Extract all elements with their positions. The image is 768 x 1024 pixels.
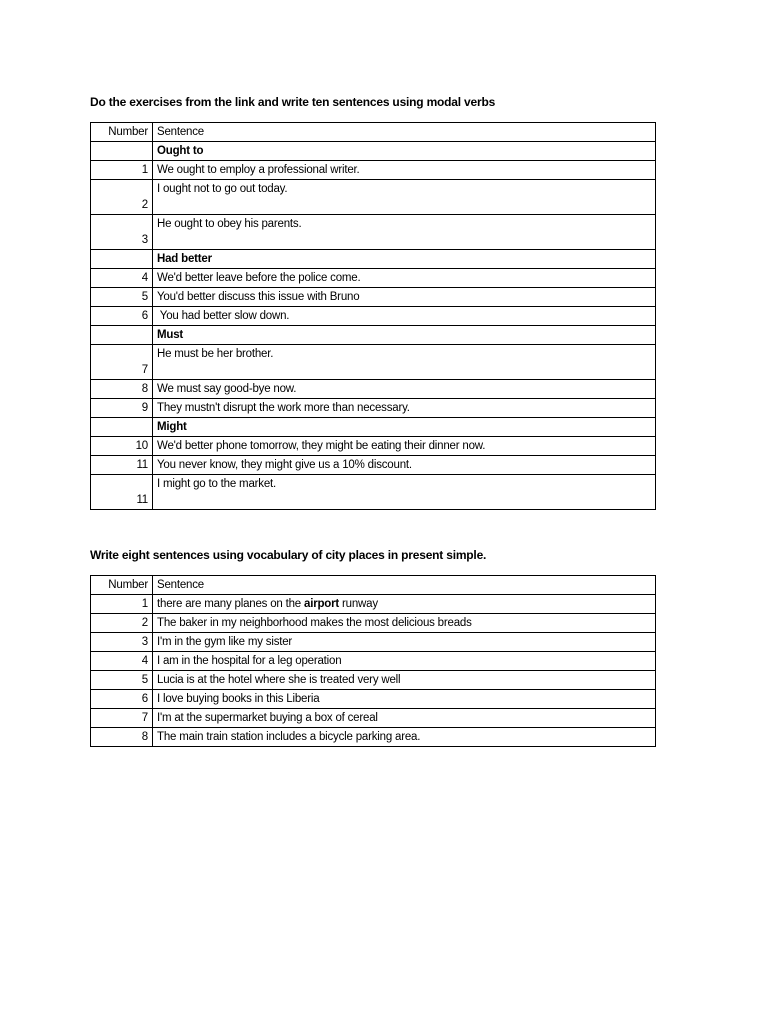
sentence-cell: We'd better leave before the police come. [153,269,656,288]
row-number: 1 [91,161,153,180]
sentence-cell: They mustn't disrupt the work more than necessary. [153,399,656,418]
table-row [91,215,656,250]
group-header-row [91,418,656,437]
group-header-row [91,326,656,345]
sentence-cell: Lucia is at the hotel where she is treated very well [153,671,656,690]
sentence-text: there are many planes on the [157,598,304,610]
sentence-cell: I'm in the gym like my sister [153,633,656,652]
table-row [91,728,656,747]
group-header-row [91,142,656,161]
table-row [91,456,656,475]
table-row [91,475,656,510]
sentence-cell: I'm at the supermarket buying a box of cereal [153,709,656,728]
row-number: 7 [91,345,153,380]
row-number: 10 [91,437,153,456]
table-row [91,437,656,456]
group-header-row [91,250,656,269]
sentence-text: runway [339,598,378,610]
sentence-cell: You never know, they might give us a 10% discount. [153,456,656,475]
modal-verbs-table [90,122,656,510]
table-header-row [91,123,656,142]
table-row [91,180,656,215]
group-label: Must [153,326,656,345]
sentence-cell: I ought not to go out today. [153,180,656,215]
sentence-cell: You'd better discuss this issue with Bruno [153,288,656,307]
table-row [91,288,656,307]
sentence-cell: We must say good-bye now. [153,380,656,399]
sentence-cell: He must be her brother. [153,345,656,380]
column-header-sentence: Sentence [153,123,656,142]
sentence-cell: He ought to obey his parents. [153,215,656,250]
row-number: 11 [91,475,153,510]
city-places-table [90,575,656,747]
row-number: 4 [91,269,153,288]
sentence-bold-word: airport [304,598,340,610]
table-row [91,161,656,180]
table-header-row [91,576,656,595]
sentence-cell: You had better slow down. [153,307,656,326]
section-1-heading: Do the exercises from the link and write ten sentences using modal verbs [90,95,496,109]
row-number: 3 [91,215,153,250]
row-number: 9 [91,399,153,418]
column-header-number: Number [91,576,153,595]
section-2-heading: Write eight sentences using vocabulary of city places in present simple. [90,548,487,562]
sentence-cell: We ought to employ a professional writer. [153,161,656,180]
row-number: 7 [91,709,153,728]
sentence-cell: The baker in my neighborhood makes the most delicious breads [153,614,656,633]
sentence-cell: I love buying books in this Liberia [153,690,656,709]
table-row [91,307,656,326]
table-row [91,614,656,633]
sentence-cell: We'd better phone tomorrow, they might be eating their dinner now. [153,437,656,456]
row-number: 2 [91,614,153,633]
row-number: 8 [91,728,153,747]
row-number [91,142,153,161]
table-row [91,595,656,614]
row-number: 4 [91,652,153,671]
sentence-cell [153,595,656,614]
group-label: Had better [153,250,656,269]
table-row [91,345,656,380]
sentence-cell: I am in the hospital for a leg operation [153,652,656,671]
table-row [91,709,656,728]
row-number: 6 [91,307,153,326]
column-header-sentence: Sentence [153,576,656,595]
row-number: 6 [91,690,153,709]
row-number [91,326,153,345]
sentence-cell: I might go to the market. [153,475,656,510]
table-row [91,633,656,652]
row-number [91,418,153,437]
table-row [91,399,656,418]
group-label: Might [153,418,656,437]
table-row [91,671,656,690]
row-number: 8 [91,380,153,399]
row-number [91,250,153,269]
row-number: 5 [91,671,153,690]
row-number: 1 [91,595,153,614]
row-number: 11 [91,456,153,475]
table-row [91,380,656,399]
sentence-cell: The main train station includes a bicycle parking area. [153,728,656,747]
table-row [91,269,656,288]
column-header-number: Number [91,123,153,142]
row-number: 3 [91,633,153,652]
row-number: 2 [91,180,153,215]
table-row [91,690,656,709]
row-number: 5 [91,288,153,307]
table-row [91,652,656,671]
group-label: Ought to [153,142,656,161]
